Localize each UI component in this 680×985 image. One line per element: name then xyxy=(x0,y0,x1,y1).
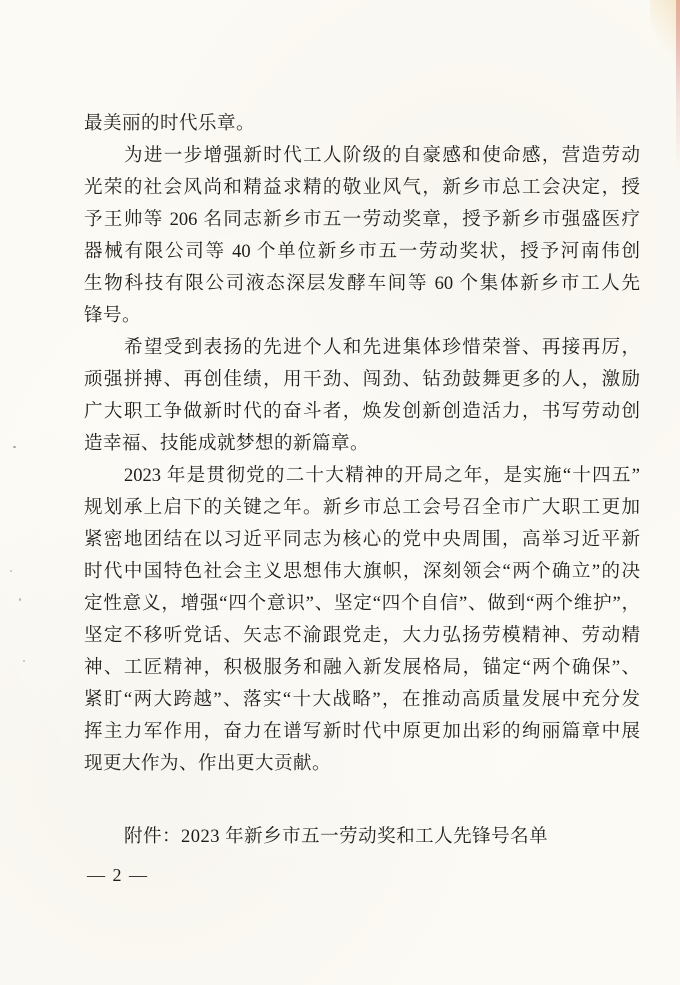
text-line: 坚定不移听党话、矢志不渝跟党走，大力弘扬劳模精神、劳动精 xyxy=(84,626,640,646)
text-line: 挥主力军作用，奋力在谱写新时代中原更加出彩的绚丽篇章中展 xyxy=(84,722,640,742)
scan-speck xyxy=(13,446,16,448)
document-body xyxy=(84,108,640,853)
scan-speck xyxy=(23,660,25,662)
scan-speck xyxy=(10,570,12,572)
attachment-line: 附件：2023 年新乡市五一劳动奖和工人先锋号名单 xyxy=(124,827,549,847)
text-line: 生物科技有限公司液态深层发酵车间等 60 个集体新乡市工人先 xyxy=(84,274,640,294)
text-line: 2023 年是贯彻党的二十大精神的开局之年，是实施“十四五” xyxy=(124,466,640,486)
text-line: 神、工匠精神，积极服务和融入新发展格局，锚定“两个确保”、 xyxy=(84,658,640,678)
text-line: 时代中国特色社会主义思想伟大旗帜，深刻领会“两个确立”的决 xyxy=(84,562,640,582)
text-line: 顽强拼搏、再创佳绩，用干劲、闯劲、钻劲鼓舞更多的人，激励 xyxy=(84,370,640,390)
text-line: 锋号。 xyxy=(84,306,142,326)
text-line: 希望受到表扬的先进个人和先进集体珍惜荣誉、再接再厉， xyxy=(124,338,640,358)
text-line: 现更大作为、作出更大贡献。 xyxy=(84,754,332,774)
text-line: 最美丽的时代乐章。 xyxy=(84,114,256,134)
text-line: 造幸福、技能成就梦想的新篇章。 xyxy=(84,434,370,454)
scan-speck xyxy=(19,598,21,601)
text-line: 紧盯“两大跨越”、落实“十大战略”，在推动高质量发展中充分发 xyxy=(84,690,640,710)
text-line: 予王帅等 206 名同志新乡市五一劳动奖章，授予新乡市强盛医疗 xyxy=(84,210,640,230)
text-line: 为进一步增强新时代工人阶级的自豪感和使命感，营造劳动 xyxy=(124,146,640,166)
text-line: 器械有限公司等 40 个单位新乡市五一劳动奖状，授予河南伟创 xyxy=(84,242,640,262)
scan-corner-tint xyxy=(650,0,680,70)
text-line: 紧密地团结在以习近平同志为核心的党中央周围，高举习近平新 xyxy=(84,530,640,550)
text-line: 定性意义，增强“四个意识”、坚定“四个自信”、做到“两个维护”， xyxy=(84,594,640,614)
text-line: 规划承上启下的关键之年。新乡市总工会号召全市广大职工更加 xyxy=(84,498,640,518)
text-line: 广大职工争做新时代的奋斗者，焕发创新创造活力，书写劳动创 xyxy=(84,402,640,422)
page-number: — 2 — xyxy=(87,865,149,885)
paragraph-gap xyxy=(84,780,640,821)
text-line: 光荣的社会风尚和精益求精的敬业风气，新乡市总工会决定，授 xyxy=(84,178,640,198)
